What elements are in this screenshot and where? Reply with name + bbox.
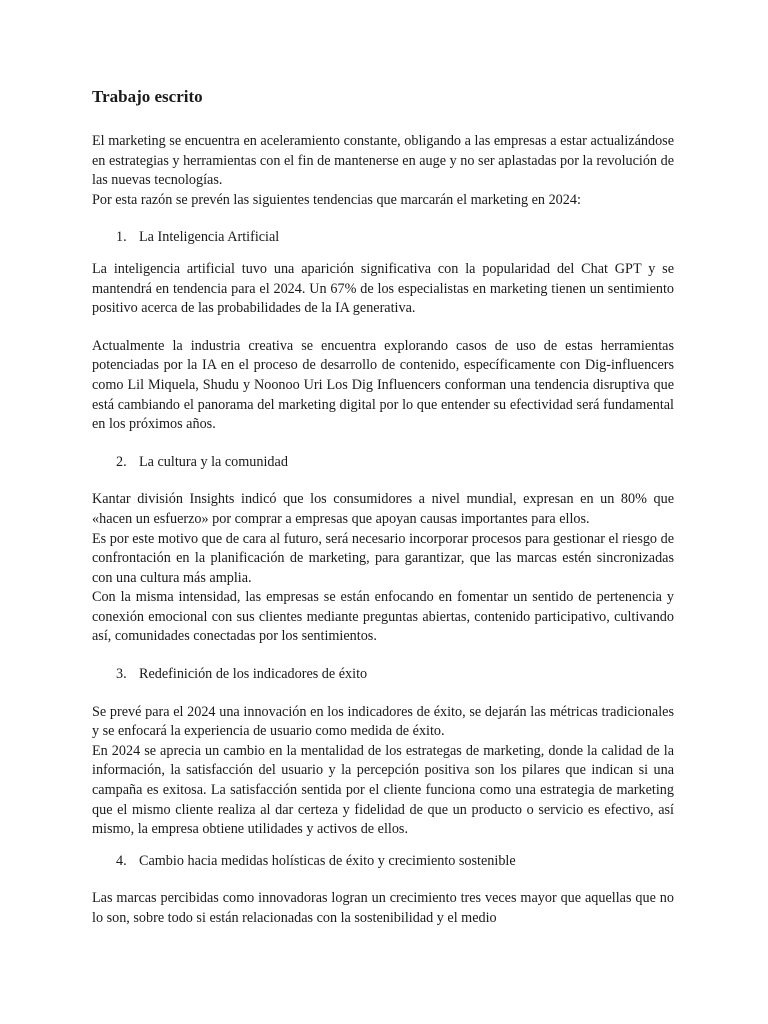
section-heading	[92, 453, 674, 473]
document-title: Trabajo escrito	[92, 87, 203, 106]
section-number: 3.	[116, 666, 127, 683]
body-paragraph: Con la misma intensidad, las empresas se están enfocando en fomentar un sentido de pertenencia y conexión emocional con sus clientes mediante preguntas abiertas, contenido participativo, cultivando así, comunidades conectadas por los sentimientos.	[92, 589, 674, 645]
section-number: 2.	[116, 453, 127, 470]
intro-paragraph: El marketing se encuentra en aceleramiento constante, obligando a las empresas a estar actualizándose en estrategias y herramientas con el fin de mantenerse en auge y no ser aplastadas por la revolución de las nuevas tecnologías.	[92, 133, 674, 189]
section-title: Redefinición de los indicadores de éxito	[139, 666, 368, 683]
body-paragraph: Se prevé para el 2024 una innovación en los indicadores de éxito, se dejarán las métricas tradicionales y se enfocará la experiencia de usuario como medida de éxito.	[92, 703, 674, 740]
body-paragraph: Actualmente la industria creativa se encuentra explorando casos de uso de estas herramientas potenciadas por la IA en el proceso de desarrollo de contenido, específicamente con Dig-influencers como Lil Miquela, Shudu y Noonoo Uri Los Dig Influencers conforman una tendencia disruptiva que está cambiando el panorama del marketing digital por lo que entender su efectividad será fundamental en los próximos años.	[92, 337, 674, 433]
section-title: Cambio hacia medidas holísticas de éxito y crecimiento sostenible	[139, 852, 516, 869]
section-title: La Inteligencia Artificial	[139, 229, 280, 246]
section-number: 1.	[116, 229, 127, 246]
section-heading	[92, 665, 674, 685]
body-paragraph: En 2024 se aprecia un cambio en la mentalidad de los estrategas de marketing, donde la calidad de la información, la satisfacción del usuario y la percepción positiva son los pilares que indican si una campaña es exitosa. La satisfacción sentida por el cliente funciona como una estrategia de marketing que el mismo cliente realiza al dar certeza y fidelidad de que un producto o servicio es efectivo, así mismo, la empresa obtiene utilidades y activos de ellos.	[92, 742, 674, 838]
section-number: 4.	[116, 852, 127, 869]
section-heading	[92, 852, 674, 872]
body-paragraph: Es por este motivo que de cara al futuro, será necesario incorporar procesos para gestionar el riesgo de confrontación en la planificación de marketing, para garantizar, que las marcas estén sincronizadas con una cultura más amplia.	[92, 530, 674, 586]
body-paragraph: Kantar división Insights indicó que los consumidores a nivel mundial, expresan en un 80% que «hacen un esfuerzo» por comprar a empresas que apoyan causas importantes para ellos.	[92, 491, 674, 527]
section-title: La cultura y la comunidad	[139, 453, 288, 470]
intro-paragraph: Por esta razón se prevén las siguientes tendencias que marcarán el marketing en 2024:	[92, 191, 581, 208]
body-paragraph: La inteligencia artificial tuvo una aparición significativa con la popularidad del Chat GPT y se mantendrá en tendencia para el 2024. Un 67% de los especialistas en marketing tienen un sentimiento positivo acerca de las probabilidades de la IA generativa.	[92, 260, 674, 317]
body-paragraph: Las marcas percibidas como innovadoras logran un crecimiento tres veces mayor que aquellas que no lo son, sobre todo si están relacionadas con la sostenibilidad y el medio	[92, 890, 674, 926]
section-heading	[92, 228, 674, 248]
document-page	[92, 86, 674, 929]
